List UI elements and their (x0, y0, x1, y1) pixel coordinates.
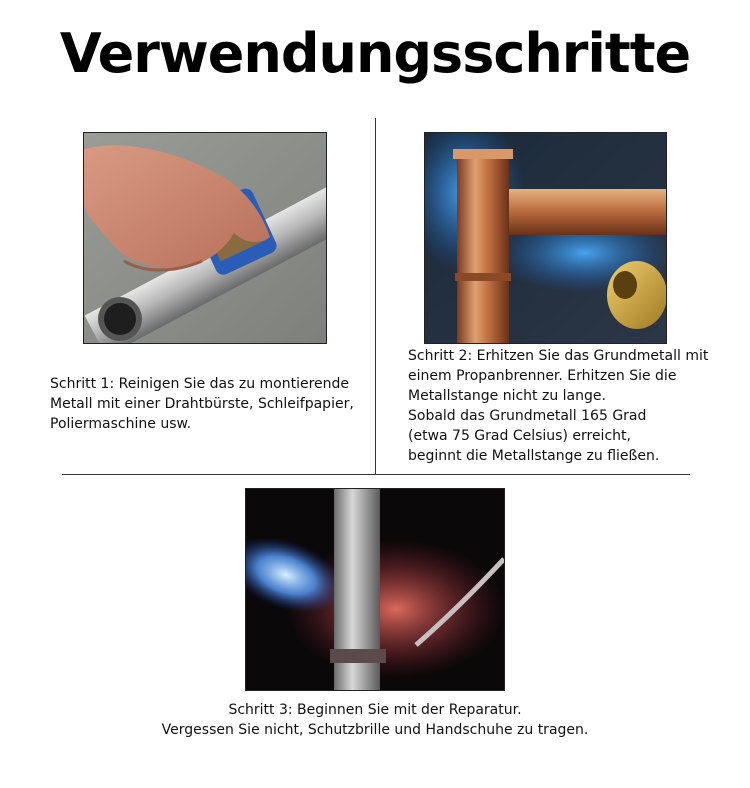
step-2-line: einem Propanbrenner. Erhitzen Sie die (408, 368, 677, 384)
page-title: Verwendungsschritte (59, 22, 691, 85)
vertical-divider (375, 118, 376, 474)
step-2-line: Sobald das Grundmetall 165 Grad (408, 408, 647, 424)
horizontal-divider (62, 474, 690, 475)
step-2-line: Schritt 2: Erhitzen Sie das Grundmetall mit (408, 348, 709, 364)
step-1-line: Poliermaschine usw. (50, 416, 192, 432)
step-2-line: Metallstange nicht zu lange. (408, 388, 606, 404)
step-1-line: Schritt 1: Reinigen Sie das zu montierende (50, 376, 350, 392)
step-2-text (408, 346, 738, 466)
step-3-line: Schritt 3: Beginnen Sie mit der Reparatur. (228, 702, 522, 718)
step-1-text (50, 374, 370, 434)
step-3-text (100, 700, 650, 740)
step-3-line: Vergessen Sie nicht, Schutzbrille und Handschuhe zu tragen. (161, 722, 589, 738)
step-3-photo (245, 488, 505, 691)
step-2-photo (424, 132, 667, 344)
step-1-line: Metall mit einer Drahtbürste, Schleifpapier, (50, 396, 354, 412)
step-2-line: beginnt die Metallstange zu fließen. (408, 448, 660, 464)
step-2-line: (etwa 75 Grad Celsius) erreicht, (408, 428, 631, 444)
step-1-photo (83, 132, 327, 344)
